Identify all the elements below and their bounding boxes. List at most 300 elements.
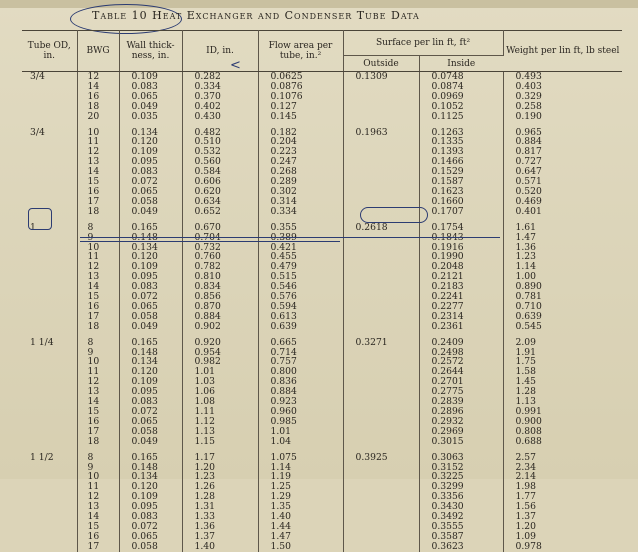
cell-inside: 0.3225: [419, 472, 503, 482]
cell-flow: 0.223: [258, 147, 343, 157]
cell-id: 0.810: [182, 272, 258, 282]
cell-flow: 0.289: [258, 177, 343, 187]
cell-bwg: 12: [77, 492, 119, 502]
cell-bwg: 13: [77, 157, 119, 167]
cell-bwg: 17: [77, 542, 119, 552]
cell-od: [22, 197, 77, 207]
header-id: ID, in.: [182, 31, 258, 72]
cell-inside: 0.2701: [419, 377, 503, 387]
cell-inside: 0.1707: [419, 207, 503, 217]
cell-id: 1.06: [182, 387, 258, 397]
cell-wall: 0.120: [119, 137, 182, 147]
cell-od: [22, 512, 77, 522]
cell-weight: 2.14: [515, 471, 536, 483]
header-tube-od: Tube OD, in.: [22, 31, 77, 72]
cell-od: [22, 492, 77, 502]
cell-wall: 0.072: [119, 292, 182, 302]
cell-outside: [343, 427, 419, 437]
cell-inside: 0.1529: [419, 167, 503, 177]
cell-weight: 1.45: [515, 376, 536, 388]
table-row: [22, 542, 622, 552]
cell-weight: 1.09: [515, 530, 536, 542]
cell-inside: 0.1754: [419, 223, 503, 233]
cell-id: 1.36: [182, 522, 258, 532]
header-inside: Inside: [419, 56, 503, 72]
cell-od: [22, 417, 77, 427]
table-row: [22, 207, 622, 217]
cell-inside: 0.0748: [419, 72, 503, 82]
cell-weight: 0.190: [515, 110, 542, 122]
cell-bwg: 18: [77, 322, 119, 332]
cell-bwg: 16: [77, 417, 119, 427]
cell-flow: 0.923: [258, 397, 343, 407]
cell-wall: 0.049: [119, 322, 182, 332]
cell-od: [22, 397, 77, 407]
cell-wall: 0.049: [119, 207, 182, 217]
cell-id: 1.03: [182, 377, 258, 387]
cell-flow: 0.182: [258, 128, 343, 138]
cell-weight: 0.808: [515, 425, 542, 437]
cell-inside: 0.2241: [419, 292, 503, 302]
cell-id: 1.01: [182, 367, 258, 377]
cell-outside: [343, 532, 419, 542]
cell-weight: 0.688: [515, 435, 542, 447]
cell-bwg: 16: [77, 302, 119, 312]
cell-weight: 1.37: [515, 511, 536, 523]
cell-od: 3/4: [22, 72, 77, 82]
cell-weight: 0.545: [515, 320, 542, 332]
cell-flow: 0.421: [258, 243, 343, 253]
cell-od: [22, 463, 77, 473]
cell-od: 1: [22, 223, 77, 233]
cell-flow: 0.515: [258, 272, 343, 282]
cell-od: [22, 482, 77, 492]
cell-outside: [343, 112, 419, 122]
cell-inside: 0.1466: [419, 157, 503, 167]
cell-flow: 0.0625: [258, 72, 343, 82]
cell-wall: 0.035: [119, 112, 182, 122]
cell-wall: 0.083: [119, 512, 182, 522]
cell-bwg: 14: [77, 282, 119, 292]
cell-flow: 0.204: [258, 137, 343, 147]
cell-weight: 0.469: [515, 195, 542, 207]
cell-id: 0.402: [182, 102, 258, 112]
cell-od: [22, 407, 77, 417]
cell-od: [22, 377, 77, 387]
cell-outside: [343, 502, 419, 512]
cell-od: [22, 312, 77, 322]
cell-weight: 2.09: [515, 336, 536, 348]
cell-flow: 0.576: [258, 292, 343, 302]
cell-outside: [343, 322, 419, 332]
cell-flow: 1.25: [258, 482, 343, 492]
cell-weight: 0.647: [515, 166, 542, 178]
cell-wall: 0.109: [119, 492, 182, 502]
cell-bwg: 12: [77, 377, 119, 387]
cell-flow: 1.04: [258, 437, 343, 447]
cell-flow: 1.01: [258, 427, 343, 437]
cell-bwg: 14: [77, 397, 119, 407]
cell-od: [22, 272, 77, 282]
cell-bwg: 10: [77, 243, 119, 253]
cell-inside: 0.1660: [419, 197, 503, 207]
cell-id: 0.920: [182, 338, 258, 348]
header-flow-area: Flow area per tube, in.²: [258, 31, 343, 72]
cell-inside: 0.2775: [419, 387, 503, 397]
cell-outside: [343, 387, 419, 397]
cell-weight: 0.493: [515, 71, 542, 82]
cell-wall: 0.065: [119, 92, 182, 102]
header-bwg: BWG: [77, 31, 119, 72]
cell-flow: 0.127: [258, 102, 343, 112]
cell-id: 0.334: [182, 82, 258, 92]
cell-inside: 0.2121: [419, 272, 503, 282]
cell-flow: 0.268: [258, 167, 343, 177]
cell-wall: 0.065: [119, 187, 182, 197]
cell-weight: 0.817: [515, 146, 542, 158]
cell-id: 0.870: [182, 302, 258, 312]
cell-outside: [343, 542, 419, 552]
cell-wall: 0.095: [119, 502, 182, 512]
cell-weight: 2.34: [515, 461, 536, 473]
cell-outside: [343, 82, 419, 92]
cell-outside: [343, 437, 419, 447]
cell-outside: 0.3271: [343, 338, 419, 348]
cell-inside: 0.0874: [419, 82, 503, 92]
cell-bwg: 17: [77, 197, 119, 207]
cell-bwg: 16: [77, 92, 119, 102]
cell-outside: [343, 157, 419, 167]
cell-id: 1.20: [182, 463, 258, 473]
cell-wall: 0.095: [119, 272, 182, 282]
cell-id: 0.884: [182, 312, 258, 322]
cell-wall: 0.065: [119, 417, 182, 427]
cell-bwg: 13: [77, 272, 119, 282]
cell-od: [22, 348, 77, 358]
cell-flow: 0.479: [258, 262, 343, 272]
cell-wall: 0.072: [119, 177, 182, 187]
cell-flow: 1.19: [258, 472, 343, 482]
cell-outside: [343, 272, 419, 282]
cell-weight: 2.57: [515, 451, 536, 463]
cell-id: 0.584: [182, 167, 258, 177]
cell-id: 0.620: [182, 187, 258, 197]
cell-id: 0.954: [182, 348, 258, 358]
cell-weight: 1.23: [515, 251, 536, 263]
cell-od: [22, 187, 77, 197]
cell-id: 0.704: [182, 233, 258, 243]
cell-outside: [343, 357, 419, 367]
cell-flow: 0.334: [258, 207, 343, 217]
cell-od: [22, 252, 77, 262]
cell-inside: 0.3356: [419, 492, 503, 502]
cell-flow: 1.29: [258, 492, 343, 502]
cell-flow: 0.800: [258, 367, 343, 377]
cell-id: 0.560: [182, 157, 258, 167]
cell-outside: 0.2618: [343, 223, 419, 233]
cell-outside: 0.1309: [343, 72, 419, 82]
cell-wall: 0.058: [119, 312, 182, 322]
cell-inside: 0.2048: [419, 262, 503, 272]
cell-outside: [343, 302, 419, 312]
cell-wall: 0.049: [119, 102, 182, 112]
cell-weight: 1.77: [515, 491, 536, 503]
cell-wall: 0.058: [119, 427, 182, 437]
cell-outside: [343, 243, 419, 253]
cell-flow: 0.884: [258, 387, 343, 397]
cell-id: 0.282: [182, 72, 258, 82]
cell-wall: 0.058: [119, 542, 182, 552]
header-wall-thickness: Wall thick-ness, in.: [119, 31, 182, 72]
cell-od: [22, 357, 77, 367]
cell-inside: 0.3152: [419, 463, 503, 473]
cell-outside: 0.3925: [343, 453, 419, 463]
cell-id: 1.11: [182, 407, 258, 417]
cell-wall: 0.072: [119, 522, 182, 532]
cell-outside: [343, 147, 419, 157]
cell-bwg: 11: [77, 137, 119, 147]
cell-bwg: 13: [77, 387, 119, 397]
cell-flow: 1.35: [258, 502, 343, 512]
cell-inside: 0.1263: [419, 128, 503, 138]
cell-od: [22, 522, 77, 532]
cell-outside: [343, 512, 419, 522]
cell-flow: 0.639: [258, 322, 343, 332]
cell-id: 1.23: [182, 472, 258, 482]
cell-wall: 0.148: [119, 233, 182, 243]
cell-flow: 0.757: [258, 357, 343, 367]
cell-id: 1.12: [182, 417, 258, 427]
cell-inside: 0.3587: [419, 532, 503, 542]
cell-id: 0.834: [182, 282, 258, 292]
cell-inside: 0.2969: [419, 427, 503, 437]
cell-id: 1.26: [182, 482, 258, 492]
cell-weight: 1.98: [515, 481, 536, 493]
cell-id: 0.510: [182, 137, 258, 147]
cell-outside: [343, 367, 419, 377]
cell-inside: 0.1052: [419, 102, 503, 112]
cell-id: 0.606: [182, 177, 258, 187]
cell-weight: 1.61: [515, 221, 536, 233]
cell-od: [22, 112, 77, 122]
cell-bwg: 10: [77, 472, 119, 482]
cell-wall: 0.083: [119, 82, 182, 92]
cell-outside: 0.1963: [343, 128, 419, 138]
cell-outside: [343, 417, 419, 427]
cell-wall: 0.134: [119, 128, 182, 138]
cell-od: [22, 157, 77, 167]
cell-weight: 0.520: [515, 185, 542, 197]
cell-wall: 0.083: [119, 167, 182, 177]
cell-bwg: 16: [77, 187, 119, 197]
cell-flow: 0.145: [258, 112, 343, 122]
cell-inside: 0.3299: [419, 482, 503, 492]
table-row: [22, 437, 622, 447]
cell-inside: 0.2839: [419, 397, 503, 407]
cell-wall: 0.109: [119, 147, 182, 157]
cell-weight: 0.329: [515, 90, 542, 102]
cell-flow: 1.40: [258, 512, 343, 522]
table-body: [22, 72, 622, 552]
cell-flow: 0.355: [258, 223, 343, 233]
cell-flow: 0.247: [258, 157, 343, 167]
cell-weight: 0.710: [515, 300, 542, 312]
cell-id: 0.430: [182, 112, 258, 122]
cell-wall: 0.049: [119, 437, 182, 447]
cell-bwg: 12: [77, 262, 119, 272]
cell-inside: 0.2277: [419, 302, 503, 312]
cell-weight: 0.727: [515, 156, 542, 168]
cell-od: [22, 292, 77, 302]
cell-od: [22, 243, 77, 253]
cell-id: 0.370: [182, 92, 258, 102]
cell-flow: 0.314: [258, 197, 343, 207]
cell-wall: 0.083: [119, 397, 182, 407]
cell-inside: 0.1393: [419, 147, 503, 157]
cell-od: [22, 207, 77, 217]
cell-od: [22, 92, 77, 102]
cell-flow: 1.50: [258, 542, 343, 552]
cell-flow: 0.546: [258, 282, 343, 292]
cell-wall: 0.058: [119, 197, 182, 207]
cell-weight: 0.403: [515, 80, 542, 92]
cell-wall: 0.134: [119, 472, 182, 482]
cell-inside: 0.1843: [419, 233, 503, 243]
cell-inside: 0.2409: [419, 338, 503, 348]
cell-outside: [343, 377, 419, 387]
cell-wall: 0.065: [119, 532, 182, 542]
cell-id: 0.760: [182, 252, 258, 262]
pen-arrow-annotation: <: [230, 58, 241, 73]
cell-od: [22, 262, 77, 272]
cell-bwg: 18: [77, 102, 119, 112]
cell-bwg: 16: [77, 532, 119, 542]
cell-wall: 0.065: [119, 302, 182, 312]
cell-od: [22, 532, 77, 542]
cell-outside: [343, 233, 419, 243]
cell-bwg: 13: [77, 502, 119, 512]
cell-bwg: 15: [77, 407, 119, 417]
cell-inside: 0.1623: [419, 187, 503, 197]
cell-id: 0.782: [182, 262, 258, 272]
cell-od: [22, 472, 77, 482]
cell-od: 1 1/4: [22, 338, 77, 348]
cell-outside: [343, 92, 419, 102]
cell-od: [22, 367, 77, 377]
cell-outside: [343, 397, 419, 407]
cell-flow: 0.594: [258, 302, 343, 312]
cell-weight: 0.965: [515, 126, 542, 138]
cell-weight: 0.781: [515, 291, 542, 303]
cell-od: [22, 82, 77, 92]
cell-id: 0.670: [182, 223, 258, 233]
cell-outside: [343, 482, 419, 492]
cell-flow: 1.44: [258, 522, 343, 532]
cell-bwg: 18: [77, 207, 119, 217]
cell-id: 0.634: [182, 197, 258, 207]
table-row: [22, 322, 622, 332]
cell-id: 1.31: [182, 502, 258, 512]
cell-wall: 0.148: [119, 463, 182, 473]
cell-od: [22, 282, 77, 292]
cell-outside: [343, 167, 419, 177]
cell-outside: [343, 137, 419, 147]
cell-weight: 0.991: [515, 406, 542, 417]
cell-flow: 0.960: [258, 407, 343, 417]
cell-weight: 0.401: [515, 205, 542, 217]
cell-od: [22, 427, 77, 437]
cell-weight: 1.20: [515, 520, 536, 532]
cell-od: [22, 167, 77, 177]
cell-inside: 0.2932: [419, 417, 503, 427]
cell-id: 1.13: [182, 427, 258, 437]
cell-weight: 1.14: [515, 261, 536, 273]
cell-inside: 0.3492: [419, 512, 503, 522]
cell-flow: 0.613: [258, 312, 343, 322]
cell-bwg: 11: [77, 252, 119, 262]
cell-od: [22, 147, 77, 157]
cell-weight: 0.890: [515, 281, 542, 293]
cell-bwg: 18: [77, 437, 119, 447]
cell-bwg: 10: [77, 357, 119, 367]
cell-inside: 0.3430: [419, 502, 503, 512]
cell-wall: 0.120: [119, 252, 182, 262]
cell-inside: 0.2572: [419, 357, 503, 367]
cell-flow: 1.47: [258, 532, 343, 542]
cell-weight: 0.639: [515, 310, 542, 322]
cell-weight: 1.75: [515, 356, 536, 368]
cell-inside: 0.2498: [419, 348, 503, 358]
cell-id: 1.17: [182, 453, 258, 463]
cell-inside: 0.0969: [419, 92, 503, 102]
cell-flow: 0.836: [258, 377, 343, 387]
cell-id: 1.37: [182, 532, 258, 542]
table-row: [22, 112, 622, 122]
cell-od: 1 1/2: [22, 453, 77, 463]
tube-data-table: [22, 30, 622, 552]
cell-weight: 0.900: [515, 415, 542, 427]
cell-od: [22, 177, 77, 187]
cell-flow: 0.389: [258, 233, 343, 243]
cell-bwg: 15: [77, 292, 119, 302]
cell-outside: [343, 492, 419, 502]
cell-outside: [343, 407, 419, 417]
cell-inside: 0.2361: [419, 322, 503, 332]
cell-od: [22, 137, 77, 147]
cell-flow: 0.985: [258, 417, 343, 427]
cell-od: [22, 387, 77, 397]
cell-outside: [343, 292, 419, 302]
cell-od: [22, 102, 77, 112]
cell-inside: 0.2896: [419, 407, 503, 417]
cell-outside: [343, 177, 419, 187]
cell-id: 1.15: [182, 437, 258, 447]
cell-weight: 0.884: [515, 136, 542, 148]
cell-inside: 0.1990: [419, 252, 503, 262]
cell-bwg: 15: [77, 177, 119, 187]
cell-bwg: 14: [77, 512, 119, 522]
cell-flow: 0.455: [258, 252, 343, 262]
cell-bwg: 14: [77, 167, 119, 177]
cell-bwg: 9: [77, 348, 119, 358]
cell-bwg: 9: [77, 463, 119, 473]
cell-bwg: 9: [77, 233, 119, 243]
cell-id: 1.40: [182, 542, 258, 552]
header-surface: Surface per lin ft, ft²: [343, 31, 503, 56]
cell-flow: 0.714: [258, 348, 343, 358]
cell-id: 0.482: [182, 128, 258, 138]
header-outside: Outside: [343, 56, 419, 72]
